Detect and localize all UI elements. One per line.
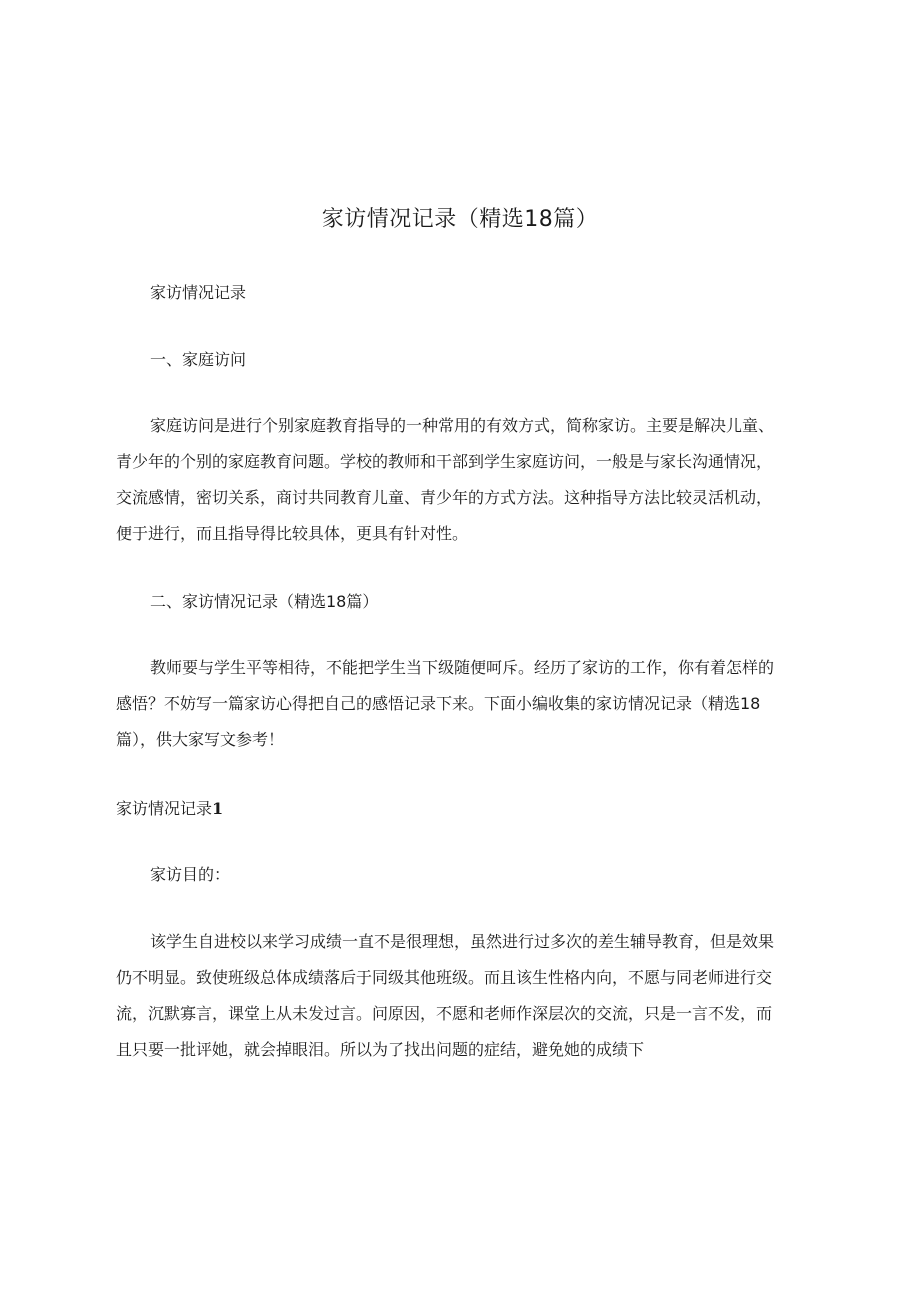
purpose-paragraph — [116, 924, 806, 1068]
paragraph-line: 便于进行，而且指导得比较具体，更具有针对性。 — [116, 524, 469, 543]
purpose-label: 家访目的： — [150, 865, 231, 884]
paragraph-line: 青少年的个别的家庭教育问题。学校的教师和干部到学生家庭访问，一般是与家长沟通情况， — [116, 452, 773, 471]
paragraph-line: 且只要一批评她，就会掉眼泪。所以为了找出问题的症结，避免她的成绩下 — [116, 1040, 645, 1059]
intro-heading: 家访情况记录 — [150, 283, 247, 302]
paragraph-line: 教师要与学生平等相待，不能把学生当下级随便呵斥。经历了家访的工作，你有着怎样的 — [150, 658, 775, 677]
paragraph-line: 感悟？不妨写一篇家访心得把自己的感悟记录下来。下面小编收集的家访情况记录（精选18 — [116, 694, 761, 713]
section2-paragraph — [116, 650, 806, 758]
document-title: 家访情况记录（精选18篇） — [321, 207, 599, 232]
paragraph-line: 该学生自进校以来学习成绩一直不是很理想，虽然进行过多次的差生辅导教育，但是效果 — [150, 932, 775, 951]
record1-heading-number: 1 — [212, 799, 224, 818]
section1-paragraph — [116, 408, 806, 552]
record1-heading — [116, 797, 223, 821]
paragraph-line: 仍不明显。致使班级总体成绩落后于同级其他班级。而且该生性格内向，不愿与同老师进行交 — [116, 968, 773, 987]
section2-heading: 二、家访情况记录（精选18篇） — [150, 592, 379, 611]
paragraph-line: 流，沉默寡言，课堂上从未发过言。问原因，不愿和老师作深层次的交流，只是一言不发，而 — [116, 1004, 773, 1023]
paragraph-line: 家庭访问是进行个别家庭教育指导的一种常用的有效方式，简称家访。主要是解决儿童、 — [150, 416, 775, 435]
section1-heading: 一、家庭访问 — [150, 350, 247, 369]
paragraph-line: 交流感情，密切关系，商讨共同教育儿童、青少年的方式方法。这种指导方法比较灵活机动， — [116, 488, 773, 507]
record1-heading-text: 家访情况记录 — [116, 799, 213, 818]
paragraph-line: 篇），供大家写文参考！ — [116, 730, 285, 749]
